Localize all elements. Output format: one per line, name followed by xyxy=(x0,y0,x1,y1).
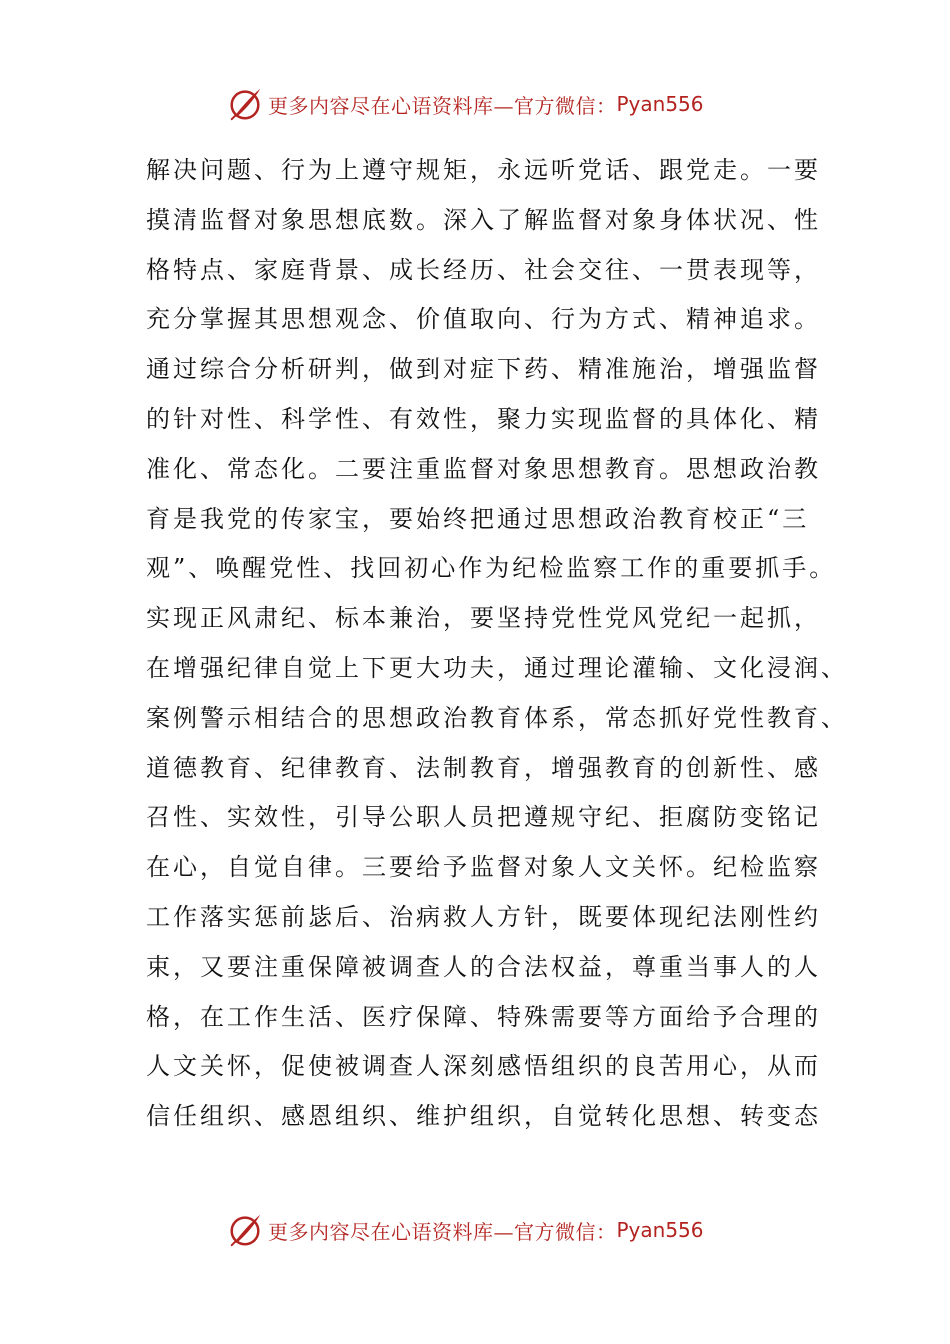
body-line: 案例警示相结合的思想政治教育体系，常态抓好党性教育、 xyxy=(146,703,848,732)
body-line: 束，又要注重保障被调查人的合法权益，尊重当事人的人 xyxy=(146,952,821,981)
quill-pen-logo-icon xyxy=(226,85,264,123)
document-body xyxy=(146,146,848,1142)
body-line: 道德教育、纪律教育、法制教育，增强教育的创新性、感 xyxy=(146,753,821,782)
body-line: 格特点、家庭背景、成长经历、社会交往、一贯表现等， xyxy=(146,255,821,284)
body-line: 信任组织、感恩组织、维护组织，自觉转化思想、转变态 xyxy=(146,1102,821,1131)
body-line: 人文关怀，促使被调查人深刻感悟组织的良苦用心，从而 xyxy=(146,1052,821,1081)
body-line: 实现正风肃纪、标本兼治，要坚持党性党风党纪一起抓， xyxy=(146,604,821,633)
header-text: 更多内容尽在心语资料库—官方微信： xyxy=(268,93,617,118)
body-line: 通过综合分析研判，做到对症下药、精准施治，增强监督 xyxy=(146,355,821,384)
body-line: 解决问题、行为上遵守规矩，永远听党话、跟党走。一要 xyxy=(146,156,821,184)
body-line: 摸清监督对象思想底数。深入了解监督对象身体状况、性 xyxy=(146,205,821,234)
body-line: 的针对性、科学性、有效性，聚力实现监督的具体化、精 xyxy=(146,404,821,433)
body-line: 育是我党的传家宝，要始终把通过思想政治教育校正“三 xyxy=(146,504,810,533)
header-banner xyxy=(226,84,704,124)
footer-banner xyxy=(226,1210,704,1250)
footer-wechat-id: Pyan556 xyxy=(616,1218,704,1242)
body-line: 召性、实效性，引导公职人员把遵规守纪、拒腐防变铭记 xyxy=(146,803,821,832)
quill-pen-logo-icon xyxy=(226,1211,264,1249)
body-line: 在心，自觉自律。三要给予监督对象人文关怀。纪检监察 xyxy=(146,853,821,882)
body-line: 格，在工作生活、医疗保障、特殊需要等方面给予合理的 xyxy=(146,1002,821,1031)
body-line: 工作落实惩前毖后、治病救人方针，既要体现纪法刚性约 xyxy=(146,902,821,931)
footer-text: 更多内容尽在心语资料库—官方微信： xyxy=(268,1219,617,1244)
body-line: 在增强纪律自觉上下更大功夫，通过理论灌输、文化浸润、 xyxy=(146,653,848,682)
body-line: 观”、唤醒党性、找回初心作为纪检监察工作的重要抓手。 xyxy=(146,554,837,583)
body-line: 准化、常态化。二要注重监督对象思想教育。思想政治教 xyxy=(146,454,821,483)
body-line: 充分掌握其思想观念、价值取向、行为方式、精神追求。 xyxy=(146,305,821,334)
header-wechat-id: Pyan556 xyxy=(616,92,704,116)
